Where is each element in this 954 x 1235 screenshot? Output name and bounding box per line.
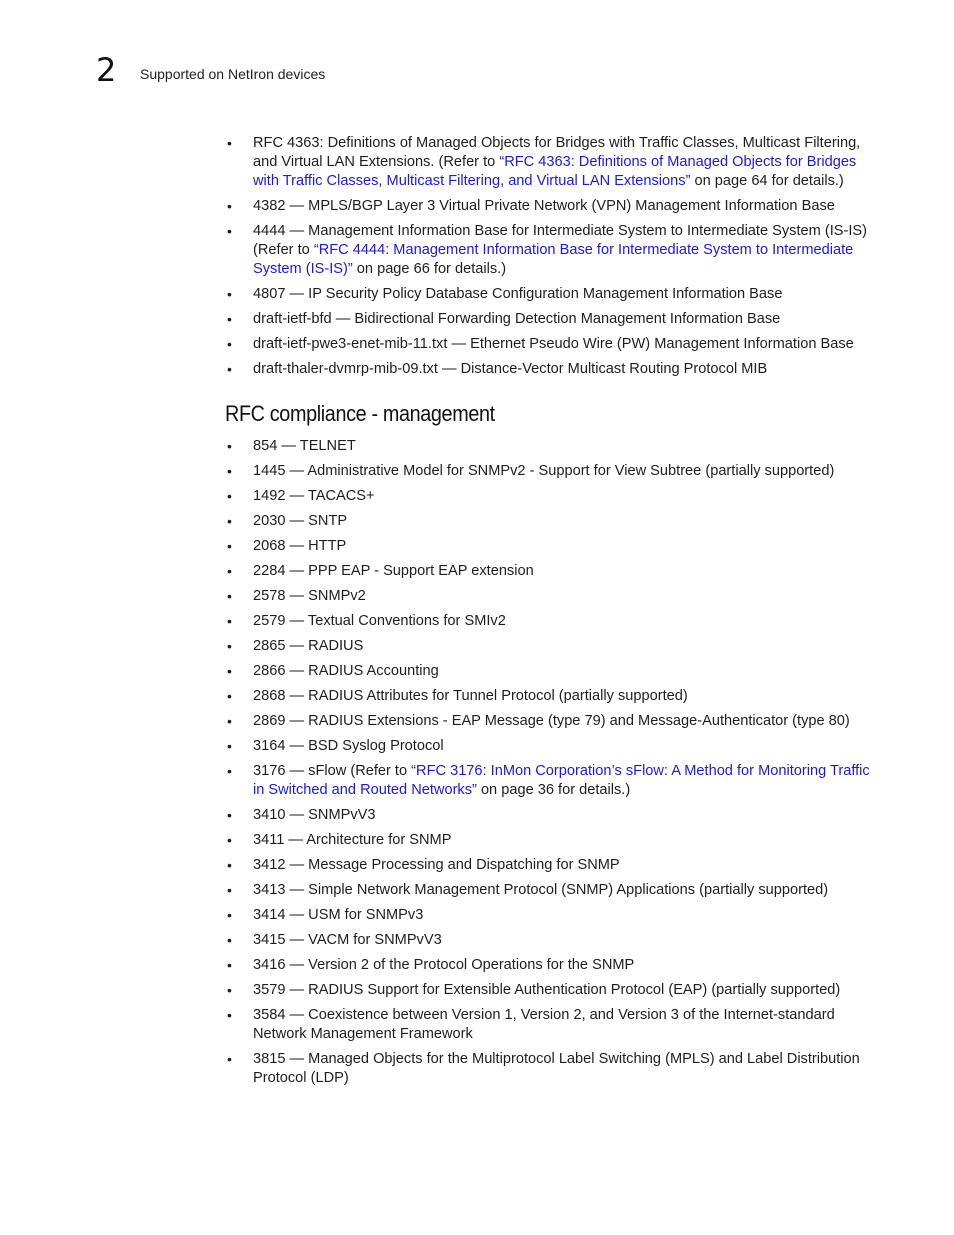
- list-item-text: 4807 — IP Security Policy Database Configuration Management Information Base: [253, 286, 783, 302]
- list-item: [225, 437, 875, 456]
- list-item-text: 854 — TELNET: [253, 438, 356, 454]
- list-item: [225, 762, 875, 800]
- list-item-text: 3579 — RADIUS Support for Extensible Authentication Protocol (EAP) (partially supported): [253, 982, 841, 998]
- cross-reference-link[interactable]: “RFC 4363: Definitions of Managed Objects for Bridges with Traffic Classes, Multicast Filtering, and Virtual LAN Extensions”: [253, 154, 857, 189]
- list-item-text: 3413 — Simple Network Management Protocol (SNMP) Applications (partially supported): [253, 882, 829, 898]
- list-item: [225, 310, 875, 329]
- bullet-icon: •: [227, 311, 232, 327]
- section-header: [225, 401, 875, 427]
- list-item-text: 3416 — Version 2 of the Protocol Operations for the SNMP: [253, 957, 635, 973]
- list-item: [225, 335, 875, 354]
- list-item-text: on page 64 for details.): [690, 173, 844, 189]
- bullet-icon: •: [227, 488, 232, 504]
- list-item: [225, 285, 875, 304]
- rfc-mib-list: [225, 134, 875, 379]
- bullet-icon: •: [227, 563, 232, 579]
- list-item-text: 2866 — RADIUS Accounting: [253, 663, 439, 679]
- list-item-text: 2865 — RADIUS: [253, 638, 364, 654]
- bullet-icon: •: [227, 882, 232, 898]
- list-item: [225, 1006, 875, 1044]
- list-item-text: 2868 — RADIUS Attributes for Tunnel Protocol (partially supported): [253, 688, 688, 704]
- list-item: [225, 134, 875, 191]
- bullet-icon: •: [227, 982, 232, 998]
- list-item-text: 3176 — sFlow (Refer to: [253, 763, 412, 779]
- list-item: [225, 856, 875, 875]
- bullet-icon: •: [227, 438, 232, 454]
- running-header-title: Supported on NetIron devices: [140, 66, 326, 82]
- list-item-text: 3411 — Architecture for SNMP: [253, 832, 452, 848]
- section-heading: RFC compliance - management: [225, 401, 495, 426]
- list-item-text: on page 36 for details.): [476, 782, 631, 798]
- bullet-icon: •: [227, 663, 232, 679]
- list-item-text: draft-thaler-dvmrp-mib-09.txt — Distance-Vector Multicast Routing Protocol MIB: [253, 361, 768, 377]
- list-item: [225, 487, 875, 506]
- list-item-text: 1445 — Administrative Model for SNMPv2 - Support for View Subtree (partially supported): [253, 463, 835, 479]
- list-item: [225, 222, 875, 279]
- list-item: [225, 197, 875, 216]
- list-item-text: on page 66 for details.): [352, 261, 507, 277]
- list-item-text: 2030 — SNTP: [253, 513, 348, 529]
- bullet-icon: •: [227, 538, 232, 554]
- list-item-text: 2284 — PPP EAP - Support EAP extension: [253, 563, 534, 579]
- bullet-icon: •: [227, 286, 232, 302]
- list-item: [225, 906, 875, 925]
- list-item: [225, 562, 875, 581]
- list-item: [225, 737, 875, 756]
- bullet-icon: •: [227, 1051, 232, 1067]
- bullet-icon: •: [227, 198, 232, 214]
- list-item-text: 2869 — RADIUS Extensions - EAP Message (type 79) and Message-Authenticator (type 80): [253, 713, 850, 729]
- list-item: [225, 1050, 875, 1088]
- bullet-icon: •: [227, 336, 232, 352]
- bullet-icon: •: [227, 932, 232, 948]
- list-item: [225, 881, 875, 900]
- list-item: [225, 931, 875, 950]
- list-item-text: 2579 — Textual Conventions for SMIv2: [253, 613, 506, 629]
- bullet-icon: •: [227, 738, 232, 754]
- bullet-icon: •: [227, 613, 232, 629]
- list-item: [225, 687, 875, 706]
- bullet-icon: •: [227, 223, 232, 239]
- list-item: [225, 637, 875, 656]
- list-item-text: RFC 4363: Definitions of Managed Objects for Bridges with Traffic Classes, Multicast Filtering, and Virtual LAN Extensions. (Refer to: [253, 135, 861, 170]
- rfc-management-list: [225, 437, 875, 1088]
- list-item-text: 3164 — BSD Syslog Protocol: [253, 738, 444, 754]
- bullet-icon: •: [227, 638, 232, 654]
- list-item-text: 4444 — Management Information Base for Intermediate System to Intermediate System (IS-IS) (Refer to: [253, 223, 868, 258]
- list-item-text: 3415 — VACM for SNMPvV3: [253, 932, 442, 948]
- bullet-icon: •: [227, 588, 232, 604]
- bullet-icon: •: [227, 1007, 232, 1023]
- list-item: [225, 537, 875, 556]
- bullet-icon: •: [227, 688, 232, 704]
- bullet-icon: •: [227, 513, 232, 529]
- list-item: [225, 806, 875, 825]
- bullet-icon: •: [227, 857, 232, 873]
- bullet-icon: •: [227, 713, 232, 729]
- list-item-text: 2578 — SNMPv2: [253, 588, 366, 604]
- list-item: [225, 360, 875, 379]
- bullet-icon: •: [227, 807, 232, 823]
- list-item: [225, 956, 875, 975]
- list-item: [225, 831, 875, 850]
- list-item-text: 3412 — Message Processing and Dispatching for SNMP: [253, 857, 620, 873]
- bullet-icon: •: [227, 763, 232, 779]
- list-item: [225, 981, 875, 1000]
- bullet-icon: •: [227, 907, 232, 923]
- list-item-text: 1492 — TACACS+: [253, 488, 375, 504]
- bullet-icon: •: [227, 361, 232, 377]
- list-item-text: 3584 — Coexistence between Version 1, Version 2, and Version 3 of the Internet-standard Network Management Framework: [253, 1007, 835, 1042]
- list-item: [225, 662, 875, 681]
- chapter-number: 2: [96, 51, 117, 89]
- list-item-text: draft-ietf-bfd — Bidirectional Forwarding Detection Management Information Base: [253, 311, 781, 327]
- bullet-icon: •: [227, 957, 232, 973]
- list-item-text: draft-ietf-pwe3-enet-mib-11.txt — Ethernet Pseudo Wire (PW) Management Information Base: [253, 336, 854, 352]
- list-item-text: 3414 — USM for SNMPv3: [253, 907, 424, 923]
- list-item: [225, 712, 875, 731]
- list-item: [225, 612, 875, 631]
- page-content: [225, 134, 875, 1094]
- bullet-icon: •: [227, 135, 232, 151]
- list-item-text: 3410 — SNMPvV3: [253, 807, 376, 823]
- cross-reference-link[interactable]: “RFC 4444: Management Information Base for Intermediate System to Intermediate System (IS-IS)”: [253, 242, 854, 277]
- list-item: [225, 512, 875, 531]
- list-item: [225, 462, 875, 481]
- list-item-text: 4382 — MPLS/BGP Layer 3 Virtual Private Network (VPN) Management Information Base: [253, 198, 835, 214]
- list-item-text: 3815 — Managed Objects for the Multiprotocol Label Switching (MPLS) and Label Distribution Protocol (LDP): [253, 1051, 860, 1086]
- list-item-text: 2068 — HTTP: [253, 538, 347, 554]
- list-item: [225, 587, 875, 606]
- cross-reference-link[interactable]: “RFC 3176: InMon Corporation’s sFlow: A Method for Monitoring Traffic in Switched and Routed Networks”: [253, 763, 870, 798]
- bullet-icon: •: [227, 832, 232, 848]
- bullet-icon: •: [227, 463, 232, 479]
